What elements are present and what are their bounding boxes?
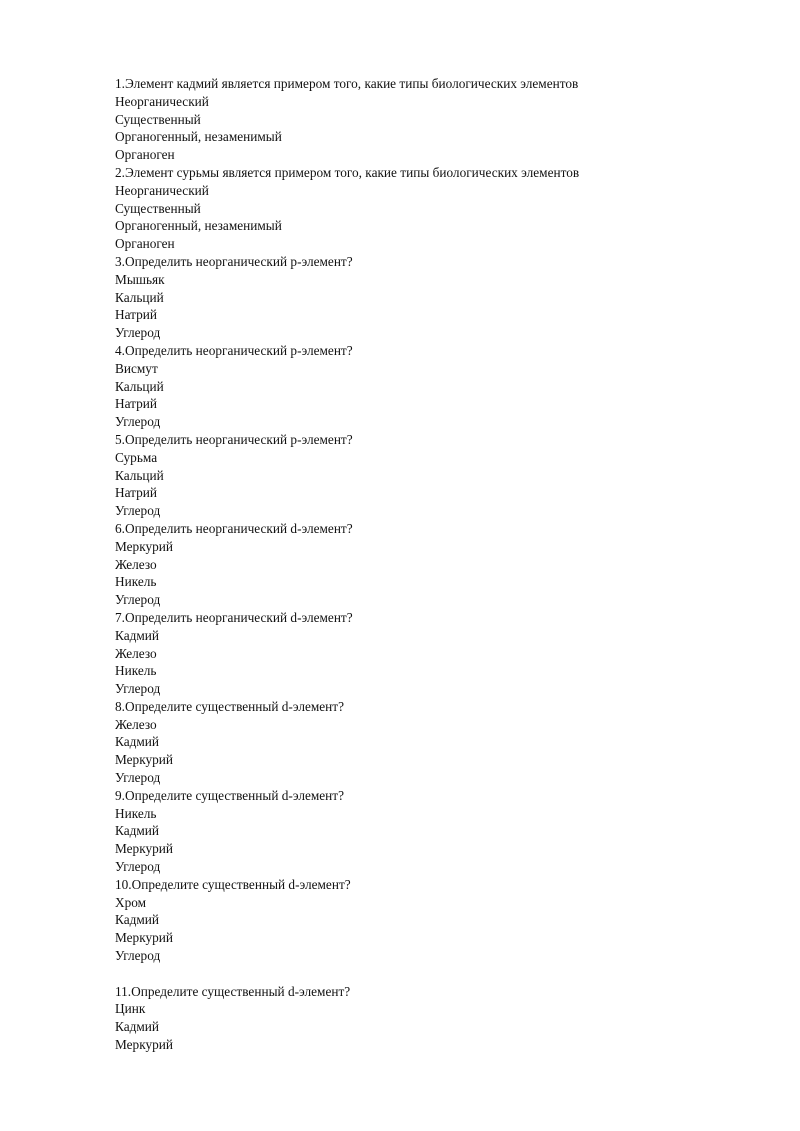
question-text: 6.Определить неорганический d-элемент? [115,520,353,536]
answer-option: Никель [115,574,157,590]
answer-option: Органоген [115,147,175,163]
answer-option: Меркурий [115,752,173,768]
answer-option: Кадмий [115,823,160,839]
answer-option: Меркурий [115,841,173,857]
question-text: 3.Определить неорганический p-элемент? [115,253,353,269]
question-6 [115,520,755,609]
answer-option: Углерод [115,681,161,697]
answer-option: Кадмий [115,1019,160,1035]
answer-option: Углерод [115,948,161,964]
question-8 [115,698,755,787]
question-text: 2.Элемент сурьмы является примером того, какие типы биологических элементов [115,164,580,180]
answer-option: Кальций [115,467,164,483]
answer-option: Мышьяк [115,271,165,287]
answer-option: Натрий [115,485,158,501]
blank-line [115,965,755,983]
answer-option: Неорганический [115,182,209,198]
question-2 [115,164,755,253]
question-4 [115,342,755,431]
answer-option: Углерод [115,592,161,608]
question-text: 9.Определите существенный d-элемент? [115,787,345,803]
answer-option: Меркурий [115,930,173,946]
answer-option: Углерод [115,770,161,786]
answer-option: Углерод [115,859,161,875]
question-1 [115,75,755,164]
answer-option: Углерод [115,325,161,341]
answer-option: Органогенный, незаменимый [115,218,282,234]
answer-option: Натрий [115,307,158,323]
answer-option: Углерод [115,503,161,519]
answer-option: Кальций [115,289,164,305]
question-10 [115,876,755,965]
answer-option: Никель [115,805,157,821]
answer-option: Меркурий [115,1037,173,1053]
question-text: 1.Элемент кадмий является примером того, какие типы биологических элементов [115,76,579,91]
answer-option: Цинк [115,1001,146,1017]
answer-option: Железо [115,645,157,661]
answer-option: Кадмий [115,627,160,643]
answer-option: Железо [115,716,157,732]
question-9 [115,787,755,876]
answer-option: Натрий [115,396,158,412]
answer-option: Никель [115,663,157,679]
answer-option: Железо [115,556,157,572]
answer-option: Существенный [115,111,201,127]
question-7 [115,609,755,698]
answer-option: Висмут [115,360,158,376]
question-text: 7.Определить неорганический d-элемент? [115,609,353,625]
question-11 [115,983,755,1054]
answer-option: Кадмий [115,912,160,928]
question-5 [115,431,755,520]
answer-option: Кальций [115,378,164,394]
answer-option: Органоген [115,236,175,252]
answer-option: Существенный [115,200,201,216]
question-text: 8.Определите существенный d-элемент? [115,698,345,714]
answer-option: Углерод [115,414,161,430]
answer-option: Хром [115,894,147,910]
question-text: 4.Определить неорганический p-элемент? [115,342,353,358]
question-text: 5.Определить неорганический p-элемент? [115,431,353,447]
document-body [115,75,755,1054]
question-text: 10.Определите существенный d-элемент? [115,876,351,892]
question-3 [115,253,755,342]
question-text: 11.Определите существенный d-элемент? [115,983,351,999]
answer-option: Меркурий [115,538,173,554]
answer-option: Кадмий [115,734,160,750]
answer-option: Органогенный, незаменимый [115,129,282,145]
answer-option: Неорганический [115,93,209,109]
answer-option: Сурьма [115,449,158,465]
